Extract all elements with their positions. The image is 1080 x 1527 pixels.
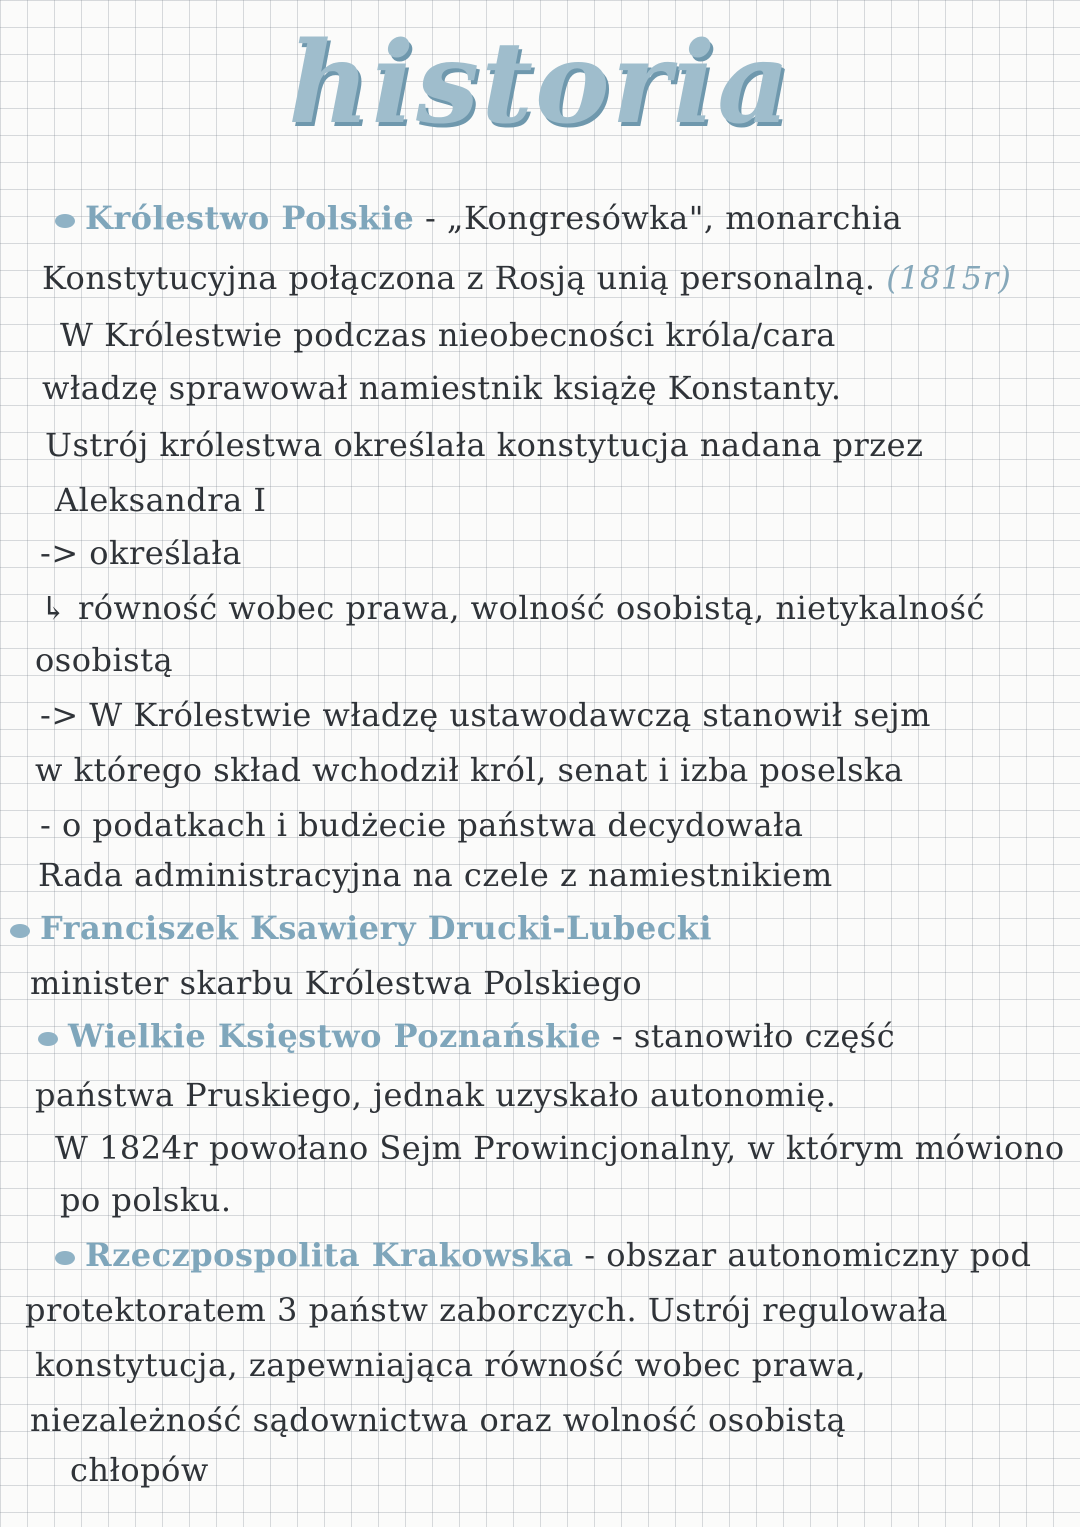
note-line: protektoratem 3 państw zaborczych. Ustrój regulowała	[25, 1291, 948, 1329]
bullet-dot-icon	[55, 1251, 75, 1265]
section-heading: Rzeczpospolita Krakowska	[85, 1236, 574, 1274]
note-line	[55, 1235, 1031, 1275]
note-line	[42, 258, 1011, 298]
note-text: - obszar autonomiczny pod	[573, 1236, 1032, 1274]
date-annotation: (1815r)	[886, 259, 1012, 297]
note-line: -> określała	[40, 534, 242, 572]
section-heading: Wielkie Księstwo Poznańskie	[68, 1017, 602, 1055]
note-line: Aleksandra I	[55, 481, 267, 519]
note-line: niezależność sądownictwa oraz wolność osobistą	[30, 1401, 847, 1439]
note-line: po polsku.	[60, 1181, 232, 1219]
note-line: władzę sprawował namiestnik książę Konstanty.	[42, 369, 842, 407]
note-line: W Królestwie podczas nieobecności króla/cara	[60, 316, 836, 354]
bullet-dot-icon	[38, 1032, 58, 1046]
note-line: w którego skład wchodził król, senat i izba poselska	[35, 751, 904, 789]
section-heading: Królestwo Polskie	[85, 199, 415, 237]
section-heading: Franciszek Ksawiery Drucki-Lubecki	[40, 909, 713, 947]
note-line: W 1824r powołano Sejm Prowincjonalny, w którym mówiono	[55, 1129, 1065, 1167]
bullet-dot-icon	[10, 924, 30, 938]
note-line: państwa Pruskiego, jednak uzyskało autonomię.	[35, 1076, 837, 1114]
bullet-dot-icon	[55, 214, 75, 228]
note-line: Rada administracyjna na czele z namiestnikiem	[38, 856, 833, 894]
note-line: -> W Królestwie władzę ustawodawczą stanowił sejm	[40, 696, 931, 734]
note-line: konstytucja, zapewniająca równość wobec prawa,	[35, 1346, 867, 1384]
note-text: - „Kongresówka", monarchia	[414, 199, 903, 237]
page-title: historia	[288, 18, 792, 149]
note-line	[38, 1016, 895, 1056]
note-line	[10, 908, 712, 948]
note-line: minister skarbu Królestwa Polskiego	[30, 964, 643, 1002]
note-line: chłopów	[70, 1451, 209, 1489]
note-line: - o podatkach i budżecie państwa decydowała	[40, 806, 804, 844]
note-text: - stanowiło część	[601, 1017, 896, 1055]
note-text: Konstytucyjna połączona z Rosją unią personalną.	[42, 259, 876, 297]
note-line: ↳ równość wobec prawa, wolność osobistą, nietykalność	[40, 589, 985, 627]
note-line: Ustrój królestwa określała konstytucja nadana przez	[45, 426, 924, 464]
note-line	[55, 198, 902, 238]
note-line: osobistą	[35, 641, 174, 679]
